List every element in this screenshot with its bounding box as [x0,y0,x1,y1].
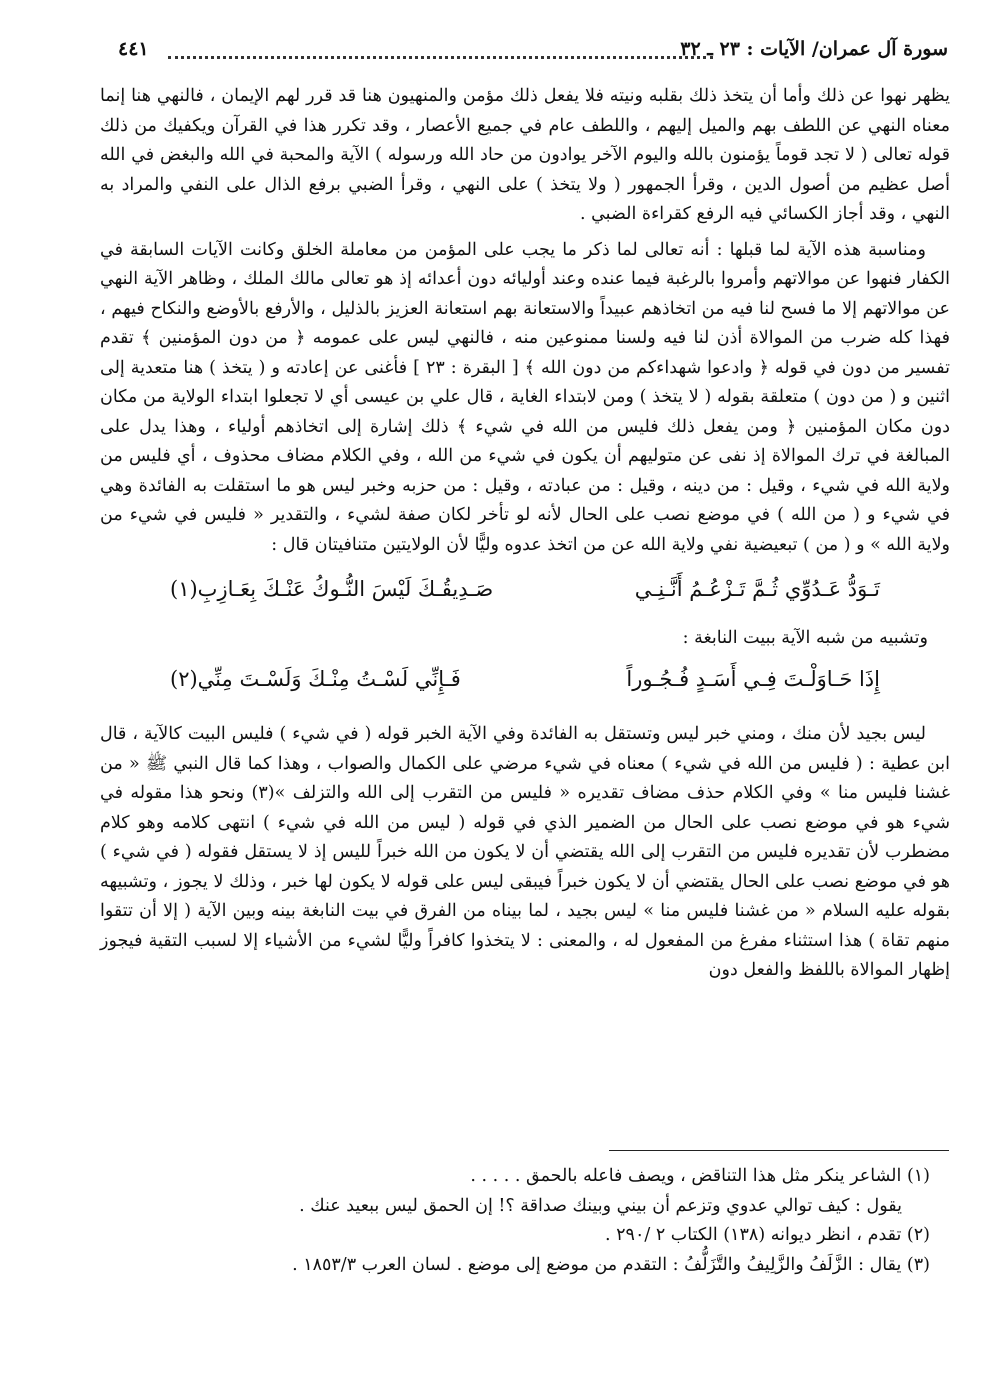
page-number: ٤٤١ [118,38,149,60]
footnote-separator [609,1150,949,1151]
verse-2-first-hemistich: إِذَا حَـاوَلْـتَ فِـي أَسَـدٍ فُـجُـوراً [626,667,880,691]
paragraph-2: ومناسبة هذه الآية لما قبلها : أنه تعالى لما ذكر ما يجب على المؤمن من معاملة الخلق وكانت الآيات السابقة في الكفار فنهوا عن موالاتهم وأمروا بالرغبة فيما عنده وعند أوليائه دون أعدائه إذ هو تعالى مالك الملك ، وظاهر الآية النهي عن موالاتهم إلا ما فسح لنا فيه من اتخاذهم عبيداً والاستعانة بهم استعانة العزيز بالذليل ، والأرفع بالأوضع والنكاح فيهم ، فهذا كله ضرب من الموالاة أذن لنا فيه ولسنا ممنوعين منه ، فالنهي ليس على عمومه ﴿ من دون المؤمنين ﴾ تقدم تفسير من دون في قوله ﴿ وادعوا شهداءكم من دون الله ﴾ [ البقرة : ٢٣ ] فأغنى عن إعادته و ( يتخذ ) هنا متعدية إلى اثنين و ( من دون ) متعلقة بقوله ( لا يتخذ ) ومن لابتداء الغاية ، قال علي بن عيسى أي لا تجعلوا ابتداء الولاية من مكان دون مكان المؤمنين ﴿ ومن يفعل ذلك فليس من الله في شيء ﴾ ذلك إشارة إلى اتخاذهم أولياء ، وهذا يدل على المبالغة في ترك الموالاة إذ نفى عن متوليهم أن يكون في شيء من الله ، وفي الكلام مضاف محذوف ، أي فليس من ولاية الله في شيء ، وقيل : من دينه ، وقيل : من عبادته ، وقيل : من حزبه وخبر ليس هو ما استقلت به الفائدة وهي في شيء و ( من الله ) في موضع نصب على الحال لأنه لو تأخر لكان صفة لشيء ، والتقدير « فليس في شيء من ولاية الله » و ( من ) تبعيضية نفي ولاية الله عن من اتخذ عدوه وليًّا لأن الولايتين متنافيتان قال : [100,239,950,555]
verse-1-first-hemistich: تَـوَدُّ عَـدُوِّي ثُـمَّ تَـزْعُـمُ أَنَّـنِـي [634,577,880,601]
footnote-1-explanation: يقول : كيف توالي عدوي وتزعم أن بيني وبينك صداقة ؟! إن الحمق ليس ببعيد عنك . [299,1195,902,1216]
verse-2-second-hemistich: فَـإِنِّي لَسْـتُ مِنْـكَ وَلَسْـتَ مِنِّي(٢) [170,667,461,691]
footnote-2: (٢) تقدم ، انظر ديوانه (١٣٨) الكتاب ٢ /٢٩٠ . [605,1225,930,1245]
poem-verse-2 [100,656,950,702]
main-text [100,82,950,992]
paragraph-3: ليس بجيد لأن منك ، ومني خبر ليس وتستقل به الفائدة وفي الآية الخبر قوله ( في شيء ) فليس البيت كالآية ، قال ابن عطية : ( فليس من الله في شيء ) معناه في شيء مرضي على الكمال والصواب ، وهذا كما قال النبي ﷺ « من غشنا فليس منا » وفي الكلام حذف مضاف تقديره « فليس من التقرب إلى الله والتزلف »(٣) ونحو هذا مقوله في شيء هو في موضع نصب على الحال من الضمير الذي في قوله ( ليس من الله في شيء ) انتهى كلامه وهو كلام مضطرب لأن تقديره فليس من التقرب إلى الله يقتضي أن لا يكون من الله خبراً لليس إذ لا يستقل فقوله ( في شيء ) هو في موضع نصب على الحال يقتضي أن لا يكون خبراً فيبقى ليس على قوله لا يكون لها خبر ، وذلك لا يجوز ، وتشبيهه بقوله عليه السلام « من غشنا فليس منا » ليس بجيد ، لما بيناه من الفرق في بيت النابغة بينه وبين الآية ( إلا أن تتقوا منهم تقاة ) هذا استثناء مفرغ من المفعول له ، والمعنى : لا يتخذوا كافراً وليًّا لشيء من الأشياء إلا لسبب التقية فيجوز إظهار الموالاة باللفظ والفعل دون [100,724,950,980]
poem-verse-1 [100,566,950,612]
verse-1-second-hemistich: صَـدِيقُـكَ لَيْسَ النُّـوكُ عَنْـكَ بِعَـازِبِ(١) [170,577,494,601]
footnote-1: (١) الشاعر ينكر مثل هذا التناقض ، ويصف فاعله بالحمق . . . . . [470,1166,930,1186]
header-dot-leader [168,56,713,59]
footnote-3: (٣) يقال : الزَّلَفُ والزَّلِيفُ والتَّزَلُّفُ : التقدم من موضع إلى موضع . لسان العرب ١٨٥٣/٣ . [292,1254,930,1275]
running-head-title: سورة آل عمران/ الآيات : ٢٣ ـ ٣٢ [680,38,948,60]
footnotes [100,1162,950,1280]
page-header [118,36,948,68]
verse-intro: وتشبيه من شبه الآية ببيت النابغة : [682,628,928,648]
paragraph-1: يظهر نهوا عن ذلك وأما أن يتخذ ذلك بقلبه ونيته فلا يفعل ذلك مؤمن والمنهيون هنا قد قرر لهم الإيمان ، فالنهي هنا إنما معناه النهي عن اللطف بهم والميل إليهم ، واللطف عام في جميع الأعصار ، وقد تكرر هذا في القرآن ويكفيك من ذلك قوله تعالى ( لا تجد قوماً يؤمنون بالله واليوم الآخر يوادون من حاد الله ورسوله ) الآية والمحبة في الله والبغض في الله أصل عظيم من أصول الدين ، وقرأ الجمهور ( ولا يتخذ ) على النهي ، وقرأ الضبي برفع الذال على النفي والمراد به النهي ، وقد أجاز الكسائي فيه الرفع كقراءة الضبي . [100,86,950,224]
